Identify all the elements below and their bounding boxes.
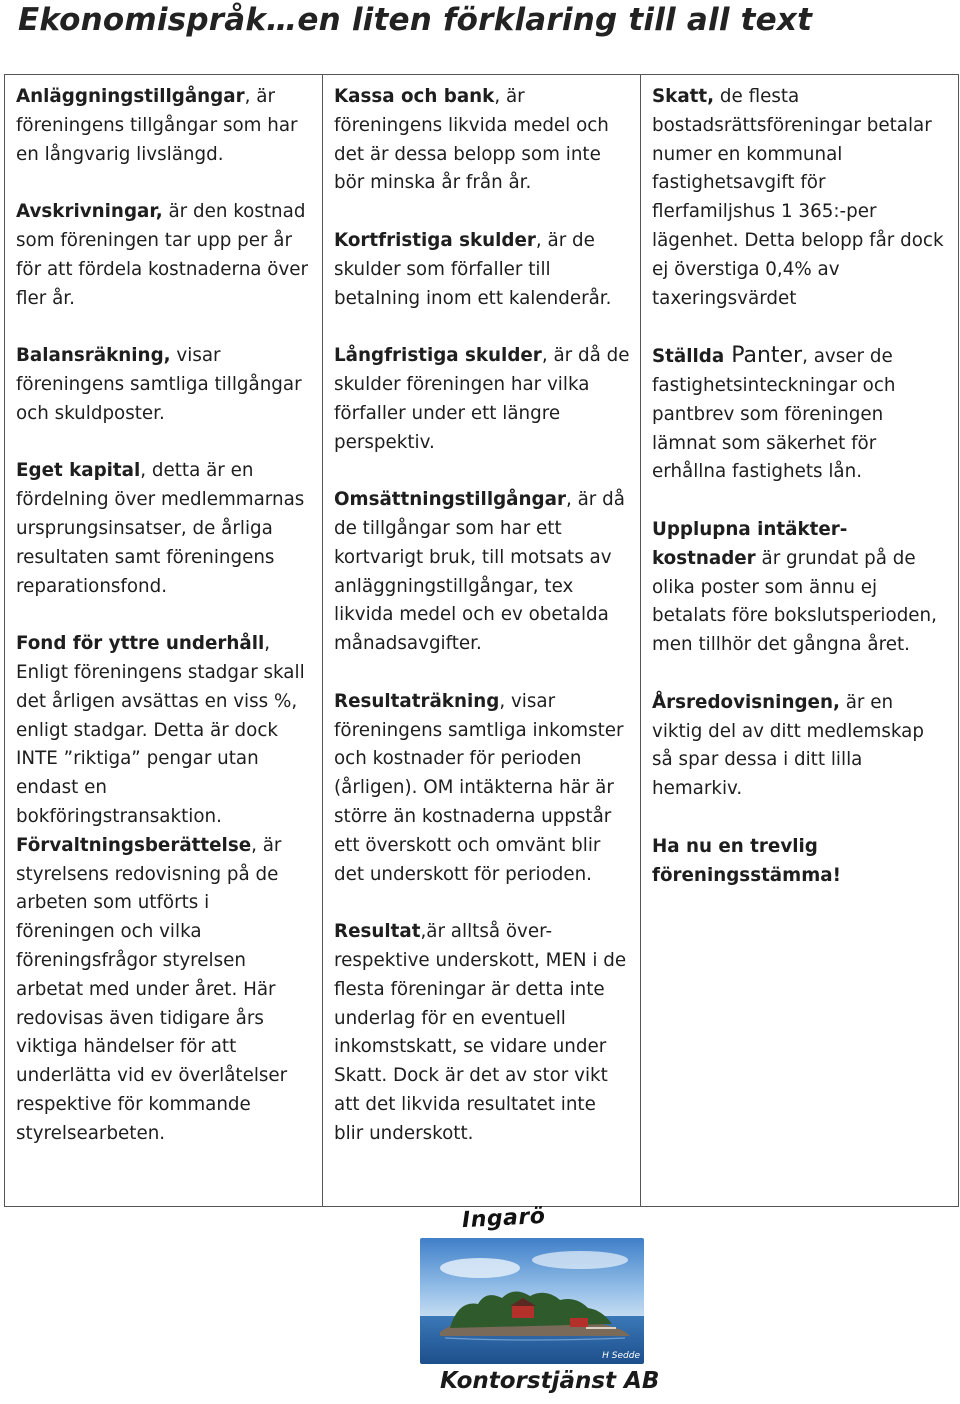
entry-text: är grundat på de olika poster som ännu ej betalats före bokslutsperioden, men tillhör det gångna året.	[652, 547, 937, 656]
jetty	[586, 1327, 616, 1329]
entry-term: Fond för yttre underhåll	[16, 633, 265, 655]
entry-term: Upplupna intäkter-kostnader	[652, 518, 848, 569]
footer-company-name: Kontorstjänst AB	[440, 1368, 660, 1394]
glossary-entry	[334, 688, 630, 890]
entry-term-large: Panter	[724, 343, 803, 369]
glossary-entry	[16, 198, 312, 313]
entry-term: Kassa och bank	[334, 86, 495, 107]
entry-text: , är styrelsens redovisning på de arbeten som utförts i föreningen och vilka föreningsfrågor styrelsen arbetat med under året. Här redovisas även tidigare års viktiga händelser för att underlätta vid ev överlåtelser respektive för kommande styrelsearbeten.	[16, 834, 288, 1144]
red-boathouse	[570, 1318, 588, 1327]
cloud	[440, 1258, 520, 1278]
entry-text: , är då de skulder föreningen har vilka förfaller under ett längre perspektiv.	[334, 345, 630, 453]
glossary-entry	[334, 342, 630, 457]
entry-text: , visar föreningens samtliga inkomster och kostnader för perioden (årligen). OM intäkterna här är större än kostnaderna uppstår ett överskott och omvänt blir det underskott för perioden.	[334, 690, 624, 885]
island-photo	[420, 1238, 644, 1364]
entry-term: Skatt,	[652, 86, 715, 107]
glossary-column-2	[323, 75, 641, 1207]
glossary-entry	[652, 516, 948, 660]
entry-text: , är de skulder som förfaller till betalning inom ett kalenderår.	[334, 229, 612, 309]
glossary-entry	[16, 342, 312, 428]
glossary-entry	[16, 630, 312, 832]
entry-term: Balansräkning,	[16, 345, 171, 367]
entry-term: Eget kapital	[16, 460, 141, 482]
glossary-entry	[334, 227, 630, 313]
entry-term: Avskrivningar,	[16, 201, 163, 223]
entry-text: är en viktig del av ditt medlemskap så spar dessa i ditt lilla hemarkiv.	[652, 691, 924, 800]
glossary-entry	[16, 83, 312, 169]
glossary-column-1	[5, 75, 323, 1207]
page-title: Ekonomispråk…en liten förklaring till all text	[18, 2, 813, 38]
entry-text: visar föreningens samtliga tillgångar och skuldposter.	[16, 345, 302, 424]
entry-text: är den kostnad som föreningen tar upp per år för att fördela kostnaderna över fler år.	[16, 201, 309, 309]
entry-term: Resultat	[334, 921, 421, 943]
glossary-entry	[16, 832, 312, 1149]
entry-text: , är föreningens likvida medel och det är dessa belopp som inte bör minska år från år.	[334, 86, 609, 194]
entry-term: Långfristiga skulder	[334, 345, 542, 367]
entry-term: Förvaltningsberättelse	[16, 834, 252, 856]
glossary-table	[4, 74, 959, 1207]
entry-term: Omsättningstillgångar	[334, 489, 566, 511]
glossary-entry	[16, 457, 312, 601]
entry-term: Resultaträkning	[334, 690, 500, 712]
glossary-entry	[334, 83, 630, 198]
entry-text: , är föreningens tillgångar som har en långvarig livslängd.	[16, 86, 298, 165]
entry-text: , Enligt föreningens stadgar skall det årligen avsättas en viss %, enligt stadgar. Detta är dock INTE ”riktiga” pengar utan endast en bokföringstransaktion.	[16, 633, 305, 827]
entry-term: Kortfristiga skulder	[334, 229, 536, 251]
cloud	[532, 1251, 628, 1269]
entry-text: , detta är en fördelning över medlemmarnas ursprungsinsatser, de årliga resultaten samt föreningens reparationsfond.	[16, 460, 305, 597]
photo-credit: H Sedde	[602, 1351, 640, 1361]
glossary-entry	[334, 918, 630, 1148]
entry-term: Årsredovisningen,	[652, 691, 840, 713]
glossary-column-3	[641, 75, 959, 1207]
glossary-entry	[652, 342, 948, 487]
entry-term: Ha nu en trevlig föreningsstämma!	[652, 835, 841, 886]
island-illustration	[420, 1238, 644, 1364]
glossary-entry	[652, 83, 948, 313]
entry-term: Anläggningstillgångar	[16, 86, 245, 107]
entry-text: , är då de tillgångar som har ett kortvarigt bruk, till motsats av anläggningstillgångar, tex likvida medel och ev obetalda månadsavgifter.	[334, 489, 625, 655]
glossary-row	[5, 75, 959, 1207]
glossary-entry	[652, 689, 948, 804]
entry-term: Ställda	[652, 346, 725, 368]
entry-text: ,är alltså över-respektive underskott, MEN i de flesta föreningar är detta inte underlag för en eventuell inkomstskatt, se vidare under Skatt. Dock är det av stor vikt att det likvida resultatet inte blir underskott.	[334, 921, 627, 1144]
ingaro-logo: Ingarö	[461, 1203, 547, 1234]
glossary-entry	[334, 486, 630, 659]
entry-text: de flesta bostadsrättsföreningar betalar numer en kommunal fastighetsavgift för flerfamiljshus 1 365:-per lägenhet. Detta belopp får dock ej överstiga 0,4% av taxeringsvärdet	[652, 86, 944, 309]
red-house	[512, 1306, 534, 1318]
closing-greeting	[652, 833, 948, 891]
entry-text: , avser de fastighetsinteckningar och pantbrev som föreningen lämnat som säkerhet för erhållna fastighets lån.	[652, 346, 896, 483]
